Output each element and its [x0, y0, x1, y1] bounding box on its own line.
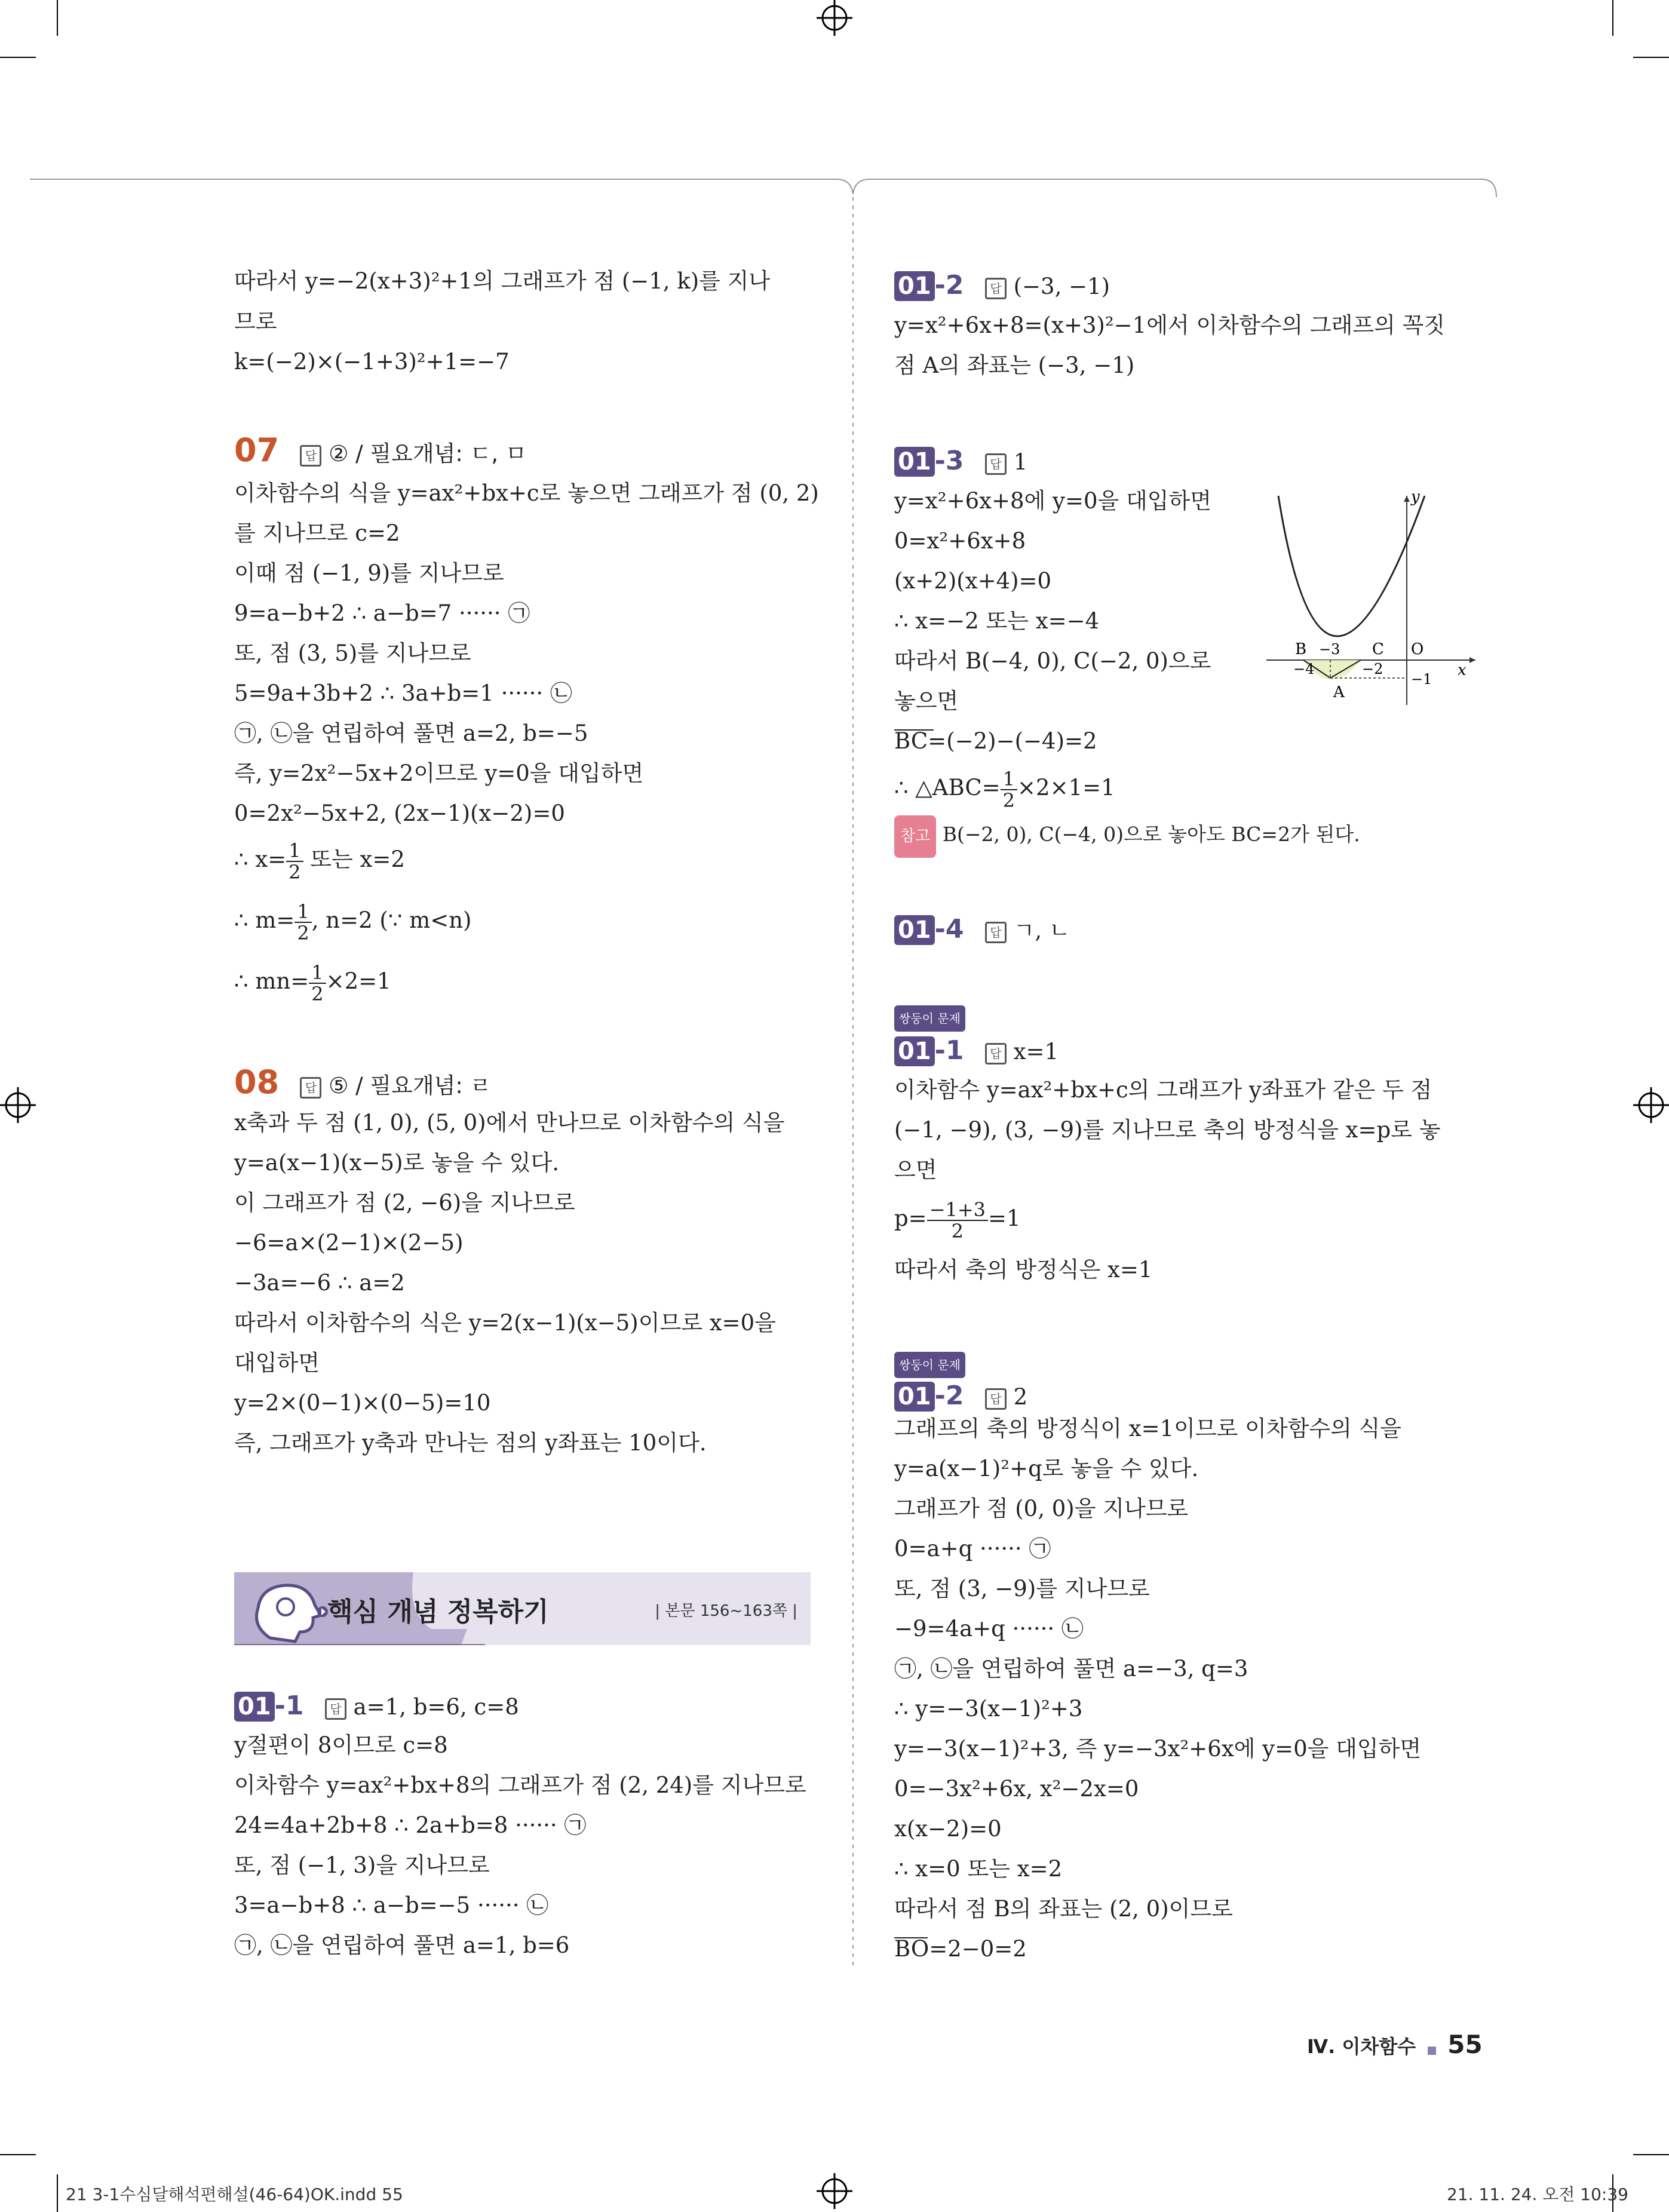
solution-line: 이차함수 y=ax²+bx+c의 그래프가 y좌표가 같은 두 점: [894, 1077, 1432, 1103]
svg-text:A: A: [1333, 683, 1345, 701]
registration-mark-right: [1633, 1087, 1669, 1123]
solution-line: 0=x²+6x+8: [894, 528, 1026, 554]
solution-line: x(x−2)=0: [894, 1816, 1002, 1842]
note-text: B(−2, 0), C(−4, 0)으로 놓아도 BC=2가 된다.: [942, 823, 1360, 846]
solution-line: 이차함수 y=ax²+bx+8의 그래프가 점 (2, 24)를 지나므로: [234, 1772, 806, 1798]
twin-01-1-header: 01 -1 답 x=1: [894, 1030, 1059, 1072]
answer-text: ㄱ, ㄴ: [1013, 918, 1070, 943]
twin-badge-line: [894, 1350, 965, 1378]
problem-08-header: [234, 1062, 491, 1106]
solution-line: 또, 점 (3, 5)를 지나므로: [234, 640, 471, 666]
note-badge: 참고: [894, 815, 936, 858]
answer-icon: 답: [985, 1043, 1007, 1064]
solution-line: 9=a−b+2 ∴ a−b=7 ······ ㉠: [234, 600, 530, 626]
parabola-graph: [1254, 484, 1481, 711]
problem-number: 08: [234, 1063, 280, 1101]
solution-line: 또, 점 (−1, 3)을 지나므로: [234, 1852, 490, 1878]
solution-line: y=x²+6x+8=(x+3)²−1에서 이차함수의 그래프의 꼭짓: [894, 312, 1446, 338]
twin-badge: 쌍둥이 문제: [894, 1005, 965, 1032]
solution-line: 따라서 B(−4, 0), C(−2, 0)으로: [894, 648, 1211, 674]
answer-icon: 답: [985, 278, 1007, 299]
svg-text:−4: −4: [1293, 661, 1315, 677]
file-name: 21 3-1수심달해석편해설(46-64)OK.indd 55: [66, 2185, 403, 2204]
solution-line: ∴ x=0 또는 x=2: [894, 1856, 1063, 1882]
problem-01-1-header: 01 -1 답 a=1, b=6, c=8: [234, 1686, 519, 1727]
solution-line: 으면: [894, 1157, 937, 1183]
solution-line: ㉠, ㉡을 연립하여 풀면 a=−3, q=3: [894, 1656, 1248, 1682]
problem-01-3-header: 01 -3 답 1: [894, 441, 1027, 482]
solution-line: ∴ x=−2 또는 x=−4: [894, 608, 1100, 634]
solution-line: ∴ y=−3(x−1)²+3: [894, 1696, 1083, 1722]
solution-line: y=a(x−1)(x−5)로 놓을 수 있다.: [234, 1150, 560, 1176]
svg-text:C: C: [1372, 640, 1384, 658]
solution-line: 0=2x²−5x+2, (2x−1)(x−2)=0: [234, 800, 565, 826]
solution-line: ㉠, ㉡을 연립하여 풀면 a=2, b=−5: [234, 720, 588, 746]
intro-line: 따라서 y=−2(x+3)²+1의 그래프가 점 (−1, k)를 지나: [234, 268, 771, 294]
solution-line: (−1, −9), (3, −9)를 지나므로 축의 방정식을 x=p로 놓: [894, 1117, 1441, 1143]
answer-text: ② / 필요개념: ㄷ, ㅁ: [329, 441, 527, 467]
fraction-line: ∴ △ABC= $\frac{1}{2}$ ×2×1=1: [894, 767, 1115, 812]
solution-line: 따라서 축의 방정식은 x=1: [894, 1257, 1153, 1283]
solution-line: 점 A의 좌표는 (−3, −1): [894, 352, 1135, 378]
answer-text: (−3, −1): [1013, 274, 1110, 299]
problem-01-2-header: 01 -2 답 (−3, −1): [894, 265, 1110, 306]
solution-line: 3=a−b+8 ∴ a−b=−5 ······ ㉡: [234, 1892, 549, 1918]
solution-line: y절편이 8이므로 c=8: [234, 1732, 448, 1758]
solution-line: 를 지나므로 c=2: [234, 520, 400, 546]
graph-label: y: [1411, 488, 1420, 506]
twin-01-2-header: 01 -2 답 2: [894, 1376, 1027, 1417]
solution-line: −3a=−6 ∴ a=2: [234, 1270, 405, 1296]
svg-text:−1: −1: [1411, 671, 1432, 688]
chapter-label: Ⅳ. 이차함수: [1307, 2035, 1416, 2058]
solution-line: 5=9a+3b+2 ∴ 3a+b=1 ······ ㉡: [234, 680, 572, 706]
print-date: 21. 11. 24. 오전 10:39: [1447, 2185, 1628, 2204]
solution-line: 이때 점 (−1, 9)를 지나므로: [234, 560, 504, 586]
solution-line: 대입하면: [234, 1350, 320, 1376]
solution-line: 즉, y=2x²−5x+2이므로 y=0을 대입하면: [234, 760, 644, 786]
solution-line: −6=a×(2−1)×(2−5): [234, 1230, 464, 1256]
answer-text: a=1, b=6, c=8: [353, 1694, 519, 1720]
page-number: 55: [1447, 2030, 1483, 2059]
solution-line: 이 그래프가 점 (2, −6)을 지나므로: [234, 1190, 575, 1216]
problem-tag: 01: [234, 1692, 275, 1722]
solution-line: 24=4a+2b+8 ∴ 2a+b=8 ······ ㉠: [234, 1812, 587, 1838]
solution-line: ㉠, ㉡을 연립하여 풀면 a=1, b=6: [234, 1932, 570, 1958]
svg-text:B: B: [1295, 640, 1307, 658]
square-icon: [1428, 2047, 1436, 2055]
answer-text: 2: [1013, 1384, 1028, 1410]
solution-line: 또, 점 (3, −9)를 지나므로: [894, 1576, 1150, 1602]
solution-line: 따라서 이차함수의 식은 y=2(x−1)(x−5)이므로 x=0을: [234, 1310, 776, 1336]
svg-text:O: O: [1411, 640, 1424, 658]
fraction-line: ∴ mn= $\frac{1}{2}$ ×2=1: [234, 961, 391, 1005]
problem-tag: 01: [894, 1036, 935, 1066]
registration-mark-left: [0, 1087, 36, 1123]
solution-line: y=a(x−1)²+q로 놓을 수 있다.: [894, 1456, 1199, 1481]
fraction-line: p= $\frac{-1+3}{2}$ =1: [894, 1198, 1021, 1242]
answer-icon: 답: [300, 445, 321, 467]
solution-line: y=−3(x−1)²+3, 즉 y=−3x²+6x에 y=0을 대입하면: [894, 1736, 1422, 1762]
solution-line: y=x²+6x+8에 y=0을 대입하면: [894, 488, 1211, 514]
answer-icon: 답: [325, 1698, 346, 1720]
problem-tag: 01: [894, 271, 935, 301]
twin-badge: 쌍둥이 문제: [894, 1352, 965, 1378]
solution-line: 0=−3x²+6x, x²−2x=0: [894, 1776, 1139, 1802]
solution-line: BO=2−0=2: [894, 1936, 1027, 1962]
twin-badge-line: [894, 1004, 965, 1032]
intro-line: 므로: [234, 309, 277, 335]
registration-mark-top: [817, 0, 852, 36]
svg-text:x: x: [1458, 661, 1466, 679]
answer-icon: 답: [985, 1388, 1007, 1410]
solution-line: y=2×(0−1)×(0−5)=10: [234, 1390, 491, 1416]
registration-mark-bottom: [817, 2173, 852, 2209]
solution-line: x축과 두 점 (1, 0), (5, 0)에서 만나므로 이차함수의 식을: [234, 1110, 785, 1136]
solution-line: 0=a+q ······ ㉠: [894, 1536, 1051, 1561]
solution-line: BC=(−2)−(−4)=2: [894, 728, 1097, 754]
answer-icon: 답: [985, 453, 1007, 475]
answer-text: 1: [1013, 449, 1028, 475]
svg-text:−2: −2: [1362, 661, 1383, 677]
solution-line: 그래프의 축의 방정식이 x=1이므로 이차함수의 식을: [894, 1416, 1402, 1441]
solution-line: (x+2)(x+4)=0: [894, 568, 1052, 594]
answer-icon: 답: [300, 1077, 321, 1099]
solution-line: 따라서 점 B의 좌표는 (2, 0)이므로: [894, 1896, 1233, 1922]
fraction-line: ∴ m= $\frac{1}{2}$ , n=2 (∵ m<n): [234, 900, 472, 944]
problem-07-header: [234, 430, 527, 474]
problem-01-4-header: 01 -4 답 ㄱ, ㄴ: [894, 909, 1070, 950]
solution-line: 즉, 그래프가 y축과 만나는 점의 y좌표는 10이다.: [234, 1430, 707, 1456]
page-footer: [1307, 2030, 1483, 2059]
banner-title: 핵심 개념 정복하기: [327, 1597, 549, 1627]
fraction-line: ∴ x= $\frac{1}{2}$ 또는 x=2: [234, 839, 405, 883]
solution-line: 그래프가 점 (0, 0)을 지나므로: [894, 1496, 1189, 1521]
banner-reference: | 본문 156~163쪽 |: [655, 1602, 797, 1620]
section-banner: [234, 1572, 811, 1645]
problem-tag: 01: [894, 1382, 935, 1412]
answer-text: x=1: [1013, 1039, 1059, 1064]
note-line: [894, 814, 1360, 858]
svg-text:−3: −3: [1319, 641, 1340, 658]
solution-line: 이차함수의 식을 y=ax²+bx+c로 놓으면 그래프가 점 (0, 2): [234, 480, 819, 506]
problem-number: 07: [234, 431, 280, 469]
problem-tag: 01: [894, 915, 935, 945]
solution-line: 놓으면: [894, 688, 959, 714]
intro-line: k=(−2)×(−1+3)²+1=−7: [234, 349, 510, 375]
solution-line: −9=4a+q ······ ㉡: [894, 1616, 1084, 1642]
problem-tag: 01: [894, 447, 935, 477]
answer-icon: 답: [985, 922, 1007, 943]
answer-text: ⑤ / 필요개념: ㄹ: [329, 1073, 492, 1099]
